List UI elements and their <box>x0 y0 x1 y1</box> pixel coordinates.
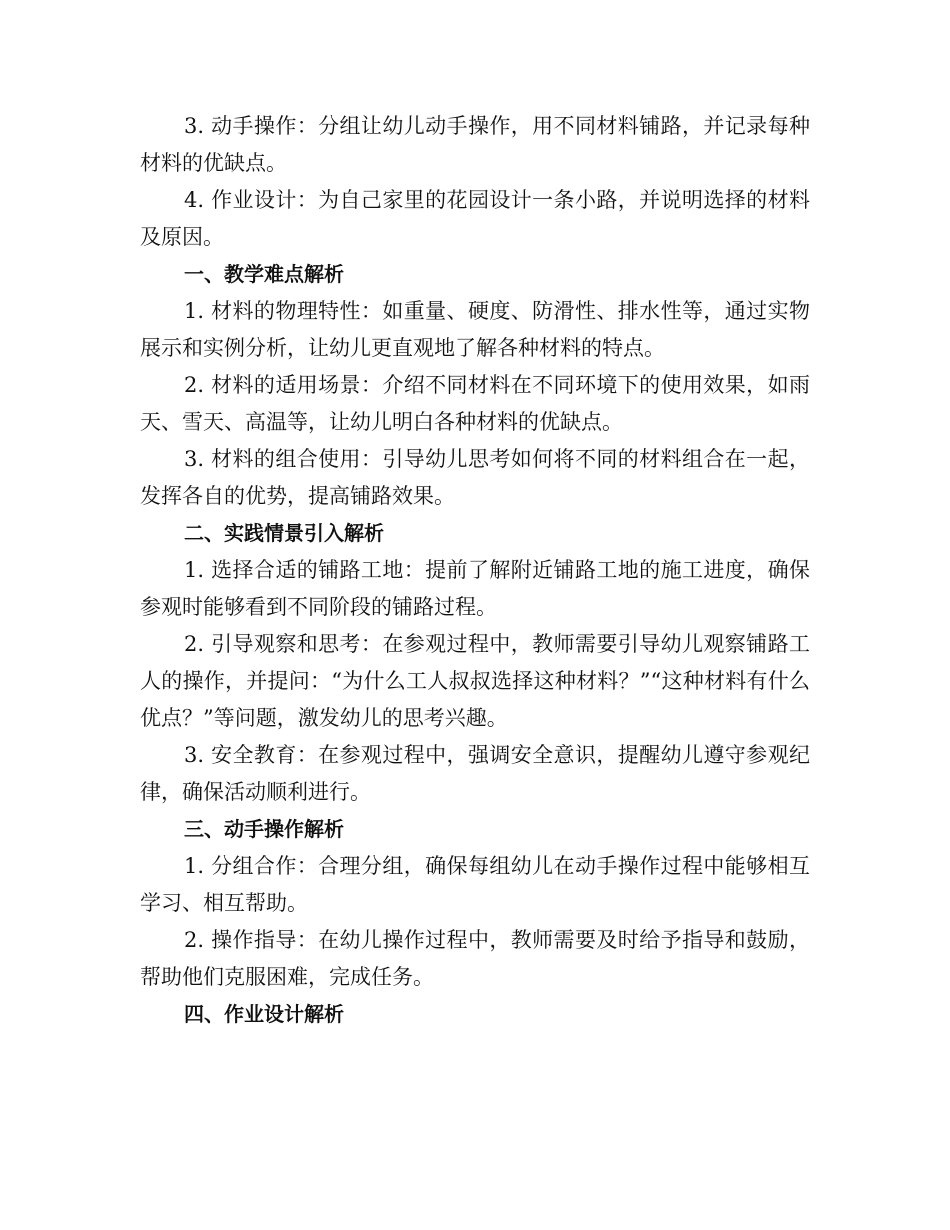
heading-hands-on-analysis: 三、动手操作解析 <box>184 817 344 841</box>
para-applicable-scenarios: 2. 材料的适用场景：介绍不同材料在不同环境下的使用效果，如雨天、雪天、高温等，让幼儿明白各种材料的优缺点。 <box>140 373 810 434</box>
heading-teaching-difficulties: 一、教学难点解析 <box>184 262 344 286</box>
para-combined-use: 3. 材料的组合使用：引导幼儿思考如何将不同的材料组合在一起，发挥各自的优势，提高铺路效果。 <box>140 447 810 508</box>
document-body <box>140 108 810 1033</box>
para-group-cooperation: 1. 分组合作：合理分组，确保每组幼儿在动手操作过程中能够相互学习、相互帮助。 <box>140 854 810 915</box>
para-3-hands-on: 3. 动手操作：分组让幼儿动手操作，用不同材料铺路，并记录每种材料的优缺点。 <box>140 114 810 175</box>
para-choose-site: 1. 选择合适的铺路工地：提前了解附近铺路工地的施工进度，确保参观时能够看到不同阶段的铺路过程。 <box>140 558 810 619</box>
para-guide-observation: 2. 引导观察和思考：在参观过程中，教师需要引导幼儿观察铺路工人的操作，并提问：“为什么工人叔叔选择这种材料？”“这种材料有什么优点？”等问题，激发幼儿的思考兴趣。 <box>140 632 810 730</box>
para-physical-properties: 1. 材料的物理特性：如重量、硬度、防滑性、排水性等，通过实物展示和实例分析，让幼儿更直观地了解各种材料的特点。 <box>140 299 810 360</box>
heading-practice-scenario: 二、实践情景引入解析 <box>184 521 384 545</box>
para-operation-guidance: 2. 操作指导：在幼儿操作过程中，教师需要及时给予指导和鼓励，帮助他们克服困难，完成任务。 <box>140 928 810 989</box>
para-safety-education: 3. 安全教育：在参观过程中，强调安全意识，提醒幼儿遵守参观纪律，确保活动顺利进行。 <box>140 743 810 804</box>
heading-homework-analysis: 四、作业设计解析 <box>184 1002 344 1026</box>
para-4-homework: 4. 作业设计：为自己家里的花园设计一条小路，并说明选择的材料及原因。 <box>140 188 810 249</box>
